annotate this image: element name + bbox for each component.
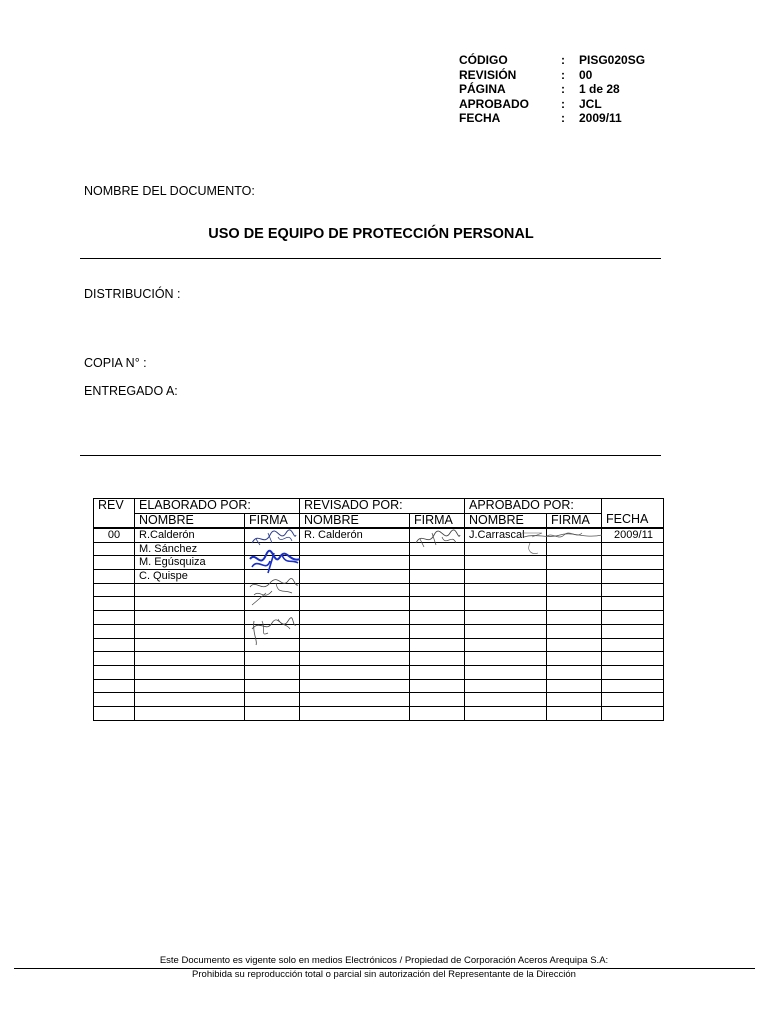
rev-header: REV xyxy=(94,499,135,514)
meta-value: 1 de 28 xyxy=(579,82,620,97)
meta-separator: : xyxy=(561,67,565,82)
footer-line-1: Este Documento es vigente solo en medios Electrónicos / Propiedad de Corporación Aceros Arequipa S.A: xyxy=(159,955,609,966)
table-row xyxy=(94,706,664,720)
table-row xyxy=(94,693,664,707)
elaborated-signature-cell xyxy=(245,528,300,542)
distribution-label: DISTRIBUCIÓN : xyxy=(84,287,181,301)
signature-subheader: FIRMA xyxy=(245,513,300,528)
rev-cell: 00 xyxy=(94,528,135,542)
table-row xyxy=(94,542,664,556)
approved-name-cell: J.Carrascal xyxy=(465,528,547,542)
meta-value: PISG020SG xyxy=(579,53,646,67)
meta-row-page xyxy=(459,82,645,97)
reviewed-header: REVISADO POR: xyxy=(300,499,465,514)
rev-subheader-blank xyxy=(94,513,135,528)
table-row xyxy=(94,583,664,597)
table-row xyxy=(94,556,664,570)
meta-separator: : xyxy=(561,96,565,111)
table-row xyxy=(94,679,664,693)
divider xyxy=(80,258,661,259)
name-subheader: NOMBRE xyxy=(135,513,245,528)
table-row xyxy=(94,611,664,625)
date-cell: 2009/11 xyxy=(602,528,664,542)
table-subheader-row xyxy=(94,513,664,528)
revision-table xyxy=(93,498,664,721)
table-row xyxy=(94,624,664,638)
date-subheader: FECHA xyxy=(602,513,664,528)
reviewed-signature-cell xyxy=(410,528,465,542)
meta-separator: : xyxy=(561,53,565,67)
divider xyxy=(80,455,661,456)
signature-subheader: FIRMA xyxy=(410,513,465,528)
meta-row-code xyxy=(459,53,645,68)
meta-separator: : xyxy=(561,111,565,126)
elaborated-header: ELABORADO POR: xyxy=(135,499,300,514)
elaborated-name-cell: M. Egúsquiza xyxy=(135,556,245,570)
meta-value: JCL xyxy=(579,96,602,111)
meta-label: FECHA xyxy=(459,111,501,126)
document-name-label: NOMBRE DEL DOCUMENTO: xyxy=(84,184,255,198)
meta-value: 2009/11 xyxy=(579,111,622,126)
meta-label: PÁGINA xyxy=(459,82,506,97)
table-row xyxy=(94,597,664,611)
date-header-blank xyxy=(602,499,664,514)
meta-value: 00 xyxy=(579,67,593,82)
meta-row-date xyxy=(459,111,645,126)
table-row xyxy=(94,665,664,679)
meta-separator: : xyxy=(561,82,565,97)
table-header-row xyxy=(94,499,664,514)
name-subheader: NOMBRE xyxy=(465,513,547,528)
delivered-to-label: ENTREGADO A: xyxy=(84,384,178,398)
table-row xyxy=(94,638,664,652)
elaborated-name-cell: M. Sánchez xyxy=(135,542,245,556)
meta-row-revision xyxy=(459,68,645,83)
table-row xyxy=(94,652,664,666)
footer-line-2: Prohibida su reproducción total o parcial sin autorización del Representante de la Dirección xyxy=(192,969,576,980)
document-title: USO DE EQUIPO DE PROTECCIÓN PERSONAL xyxy=(208,226,534,242)
elaborated-name-cell: R.Calderón xyxy=(135,528,245,542)
table-row xyxy=(94,528,664,542)
meta-label: APROBADO xyxy=(459,96,530,111)
reviewed-name-cell: R. Calderón xyxy=(300,528,410,542)
approved-header: APROBADO POR: xyxy=(465,499,602,514)
document-metadata xyxy=(459,53,645,126)
name-subheader: NOMBRE xyxy=(300,513,410,528)
approved-signature-cell xyxy=(547,528,602,542)
copy-number-label: COPIA N° : xyxy=(84,356,147,370)
table-row xyxy=(94,570,664,584)
meta-row-approved xyxy=(459,97,645,112)
meta-label: CÓDIGO xyxy=(459,53,508,67)
meta-label: REVISIÓN xyxy=(459,67,517,82)
signature-subheader: FIRMA xyxy=(547,513,602,528)
elaborated-name-cell: C. Quispe xyxy=(135,570,245,584)
